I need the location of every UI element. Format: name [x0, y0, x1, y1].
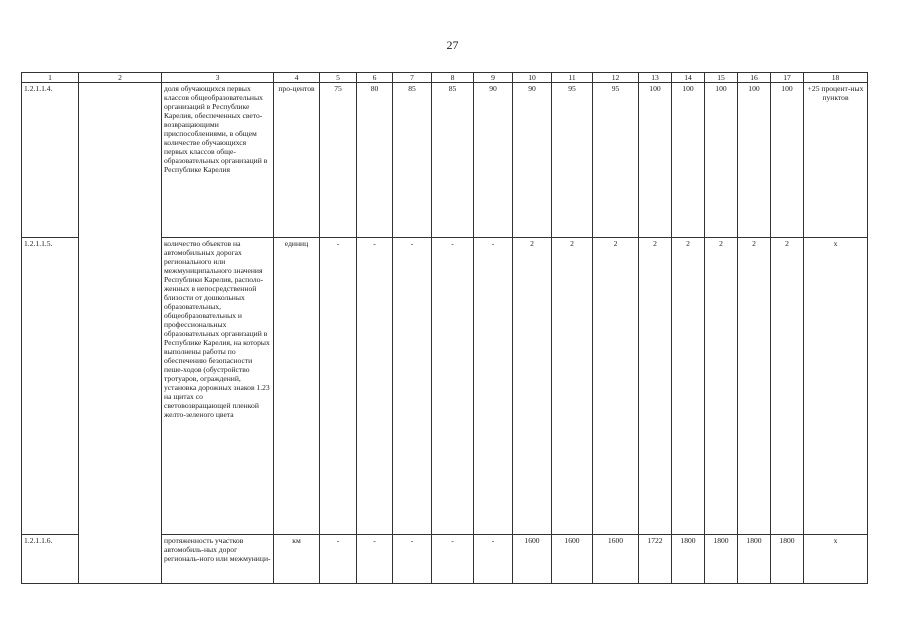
row-code: 1.2.1.1.6.	[22, 535, 79, 584]
row-value: -	[432, 535, 474, 584]
row-col18: x	[804, 535, 868, 584]
row-value: 2	[552, 238, 593, 535]
row-value: 1600	[552, 535, 593, 584]
row-description: протяженность участков автомобиль-ных дорог региональ-ного или межмуници-	[162, 535, 274, 584]
row-value: -	[432, 238, 474, 535]
row-col18: x	[804, 238, 868, 535]
page-number: 27	[446, 38, 459, 52]
row-value: 100	[738, 83, 771, 238]
row-value: 1600	[513, 535, 552, 584]
row-code: 1.2.1.1.5.	[22, 238, 79, 535]
table-row	[22, 83, 868, 238]
row-value: 1800	[672, 535, 705, 584]
header-cell: 2	[79, 73, 162, 83]
row-value: -	[474, 238, 513, 535]
row-value: 1800	[771, 535, 804, 584]
row-value: 80	[357, 83, 393, 238]
row-code: 1.2.1.1.4.	[22, 83, 79, 238]
row-value: 95	[552, 83, 593, 238]
header-cell: 16	[738, 73, 771, 83]
header-cell: 17	[771, 73, 804, 83]
row-value: 85	[393, 83, 432, 238]
header-cell: 1	[22, 73, 79, 83]
header-cell: 6	[357, 73, 393, 83]
row-unit: единиц	[274, 238, 320, 535]
row-value: 90	[513, 83, 552, 238]
header-cell: 7	[393, 73, 432, 83]
row-value: 90	[474, 83, 513, 238]
row-value: 2	[705, 238, 738, 535]
row-value: 95	[593, 83, 639, 238]
row-value: 100	[672, 83, 705, 238]
row-value: -	[357, 238, 393, 535]
row-col2	[79, 83, 162, 584]
row-value: -	[320, 238, 357, 535]
header-cell: 5	[320, 73, 357, 83]
row-description: доля обучающихся первых классов общеобразовательных организаций в Республике Карелия, обеспеченных свето-возвращающими приспособлениями, в общем количестве обучающихся первых классов обще-образовательных организаций в Республике Карелия	[162, 83, 274, 238]
header-cell: 15	[705, 73, 738, 83]
row-value: -	[320, 535, 357, 584]
header-cell: 8	[432, 73, 474, 83]
row-value: 2	[513, 238, 552, 535]
row-value: 2	[593, 238, 639, 535]
header-cell: 4	[274, 73, 320, 83]
header-cell: 3	[162, 73, 274, 83]
header-cell: 14	[672, 73, 705, 83]
row-value: 1722	[639, 535, 672, 584]
row-value: 75	[320, 83, 357, 238]
row-value: 100	[771, 83, 804, 238]
row-value: 100	[705, 83, 738, 238]
header-cell: 9	[474, 73, 513, 83]
row-value: 100	[639, 83, 672, 238]
header-cell: 10	[513, 73, 552, 83]
row-value: 2	[771, 238, 804, 535]
row-value: 85	[432, 83, 474, 238]
header-cell: 12	[593, 73, 639, 83]
header-row	[22, 73, 868, 83]
row-value: -	[474, 535, 513, 584]
header-cell: 11	[552, 73, 593, 83]
row-value: 2	[672, 238, 705, 535]
row-value: 2	[738, 238, 771, 535]
row-value: 1800	[738, 535, 771, 584]
row-unit: про-центов	[274, 83, 320, 238]
row-value: -	[357, 535, 393, 584]
row-value: -	[393, 238, 432, 535]
row-value: 2	[639, 238, 672, 535]
row-unit: км	[274, 535, 320, 584]
header-cell: 13	[639, 73, 672, 83]
indicators-table	[21, 72, 868, 584]
row-value: -	[393, 535, 432, 584]
row-col18: +25 процент-ных пунктов	[804, 83, 868, 238]
row-description: количество объектов на автомобильных дорогах регионального или межмуниципального значения Республики Карелия, располо-женных в непосредственной близости от дошкольных образовательных, общеобразовательных и профессиональных образовательных организаций в Республике Карелия, на которых выполнены работы по обеспечению безопасности пеше-ходов (обустройство тротуаров, ограждений, установка дорожных знаков 1.23 на щитах со световозвращающей пленкой желто-зеленого цвета	[162, 238, 274, 535]
row-value: 1600	[593, 535, 639, 584]
header-cell: 18	[804, 73, 868, 83]
row-value: 1800	[705, 535, 738, 584]
